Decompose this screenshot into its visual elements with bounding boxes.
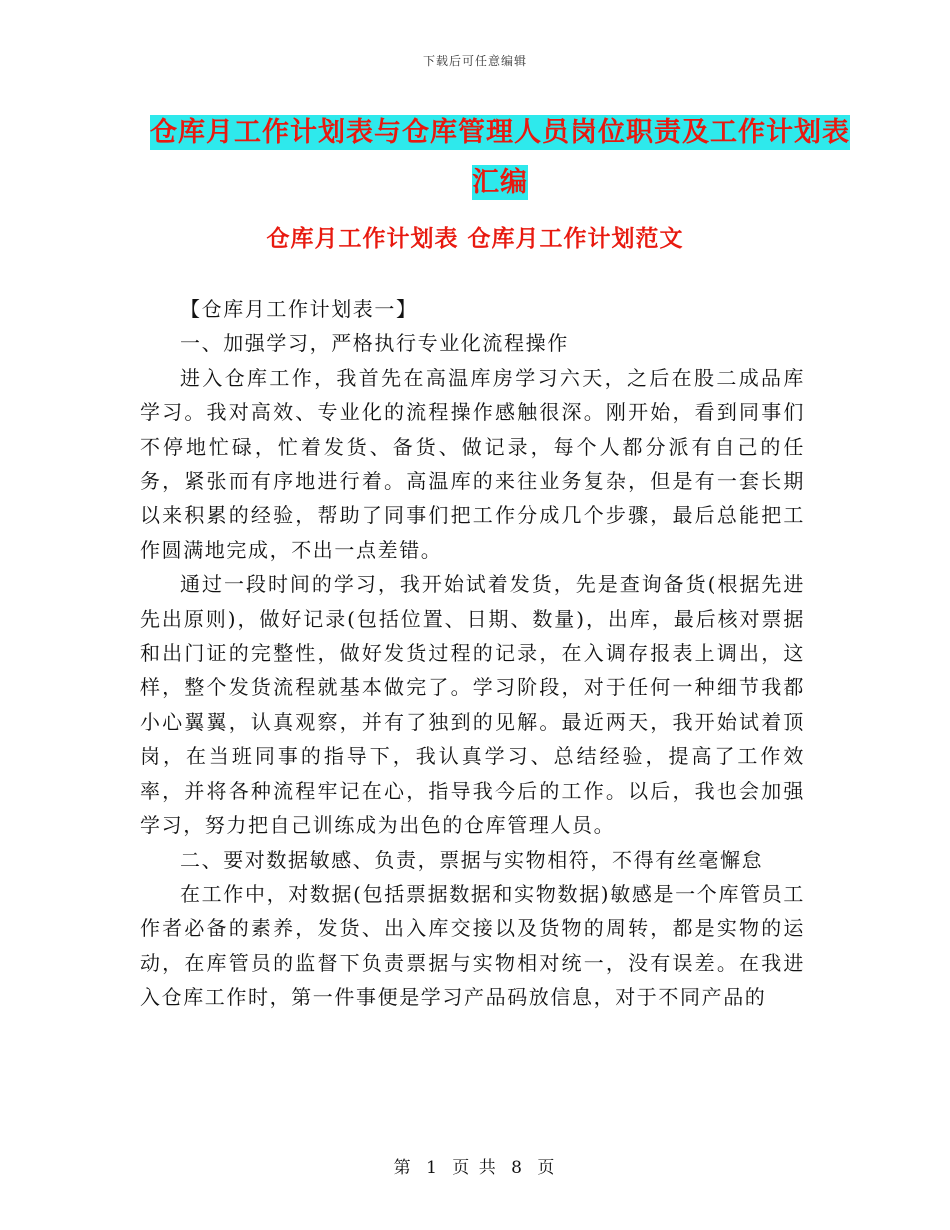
paragraph: 通过一段时间的学习，我开始试着发货，先是查询备货(根据先进先出原则)，做好记录(包括位置、日期、数量)，出库，最后核对票据和出门证的完整性，做好发货过程的记录，在入调存报表上调出，这样，整个发货流程就基本做完了。学习阶段，对于任何一种细节我都小心翼翼，认真观察，并有了独到的见解。最近两天，我开始试着顶岗，在当班同事的指导下，我认真学习、总结经验，提高了工作效率，并将各种流程牢记在心，指导我今后的工作。以后，我也会加强学习，努力把自己训练成为出色的仓库管理人员。 (140, 572, 805, 838)
document-title (140, 108, 860, 208)
page-label-prefix: 第 (393, 1158, 413, 1178)
paragraph: 一、加强学习，严格执行专业化流程操作 (180, 331, 569, 356)
paragraph: 在工作中，对数据(包括票据数据和实物数据)敏感是一个库管员工作者必备的素养，发货、出入库交接以及货物的周转，都是实物的运动，在库管员的监督下负责票据与实物相对统一，没有误差。在我进入仓库工作时，第一件事便是学习产品码放信息，对于不同产品的 (140, 881, 805, 1010)
page-number: 1 (426, 1158, 439, 1178)
document-title-text: 仓库月工作计划表与仓库管理人员岗位职责及工作计划表汇编 (150, 117, 850, 198)
document-body (140, 292, 805, 1015)
section-title: 仓库月工作计划表 仓库月工作计划范文 (266, 225, 684, 252)
header-note: 下载后可任意编辑 (422, 54, 527, 68)
paragraph: 【仓库月工作计划表一】 (180, 297, 418, 321)
paragraph: 进入仓库工作，我首先在高温库房学习六天，之后在股二成品库学习。我对高效、专业化的流程操作感触很深。刚开始，看到同事们不停地忙碌，忙着发货、备货、做记录，每个人都分派有自己的任务，紧张而有序地进行着。高温库的来往业务复杂，但是有一套长期以来积累的经验，帮助了同事们把工作分成几个步骤，最后总能把工作圆满地完成，不出一点差错。 (140, 365, 805, 562)
total-pages: 8 (511, 1158, 524, 1178)
page-footer (0, 1153, 950, 1178)
paragraph: 二、要对数据敏感、负责，票据与实物相符，不得有丝毫懈怠 (180, 847, 764, 872)
page-label-middle: 页 共 (452, 1158, 498, 1178)
page-label-suffix: 页 (537, 1158, 557, 1178)
